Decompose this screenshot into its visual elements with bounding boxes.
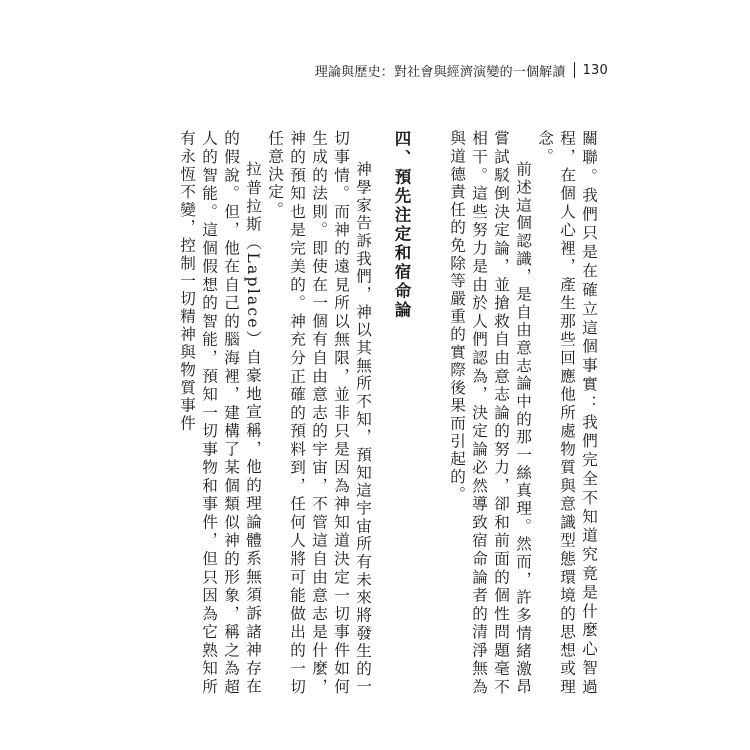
paragraph-3: 神學家告訴我們，神以其無所不知，預知這宇宙所有未來將發生的一切事情。而神的遠見所以無限，並非只是因為神知道決定一切事件如何生成的法則。即使在一個有自由意志的宇宙，不管這自由意志是什麼，神的預知也是完美的。神充分正確的預料到，任何人將可能做出的一切任意決定。 (266, 130, 372, 696)
vertical-body-text (160, 130, 600, 696)
page-number: 130 (582, 62, 608, 78)
running-header (315, 60, 608, 80)
paragraph-1: 關聯。我們只是在確立這個事實：我們完全不知道究竟是什麼心智過程，在個人心裡，產生那些回應他所處物質與意識型態環境的思想或理念。 (536, 130, 598, 696)
section-title: 四、預先注定和宿命論 (392, 130, 411, 320)
running-title: 理論與歷史：對社會與經濟演變的一個解讀 (314, 64, 566, 80)
header-divider (574, 62, 575, 78)
paragraph-4: 拉普拉斯（Laplace）自豪地宣稱，他的理論體系無須訴諸神存在的假說。但，他在自己的腦海裡，建構了某個類似神的形象，稱之為超人的智能。這個假想的智能，預知一切事物和事件，但只因為它熟知所有永恆不變，控制一切精神與物質事件 (178, 130, 262, 696)
paragraph-2: 前述這個認識，是自由意志論中的那一絲真理。然而，許多情緒激昂嘗試駁倒決定論，並搶救自由意志論的努力，卻和前面的個性問題毫不相干。這些努力是由於人們認為，決定論必然導致宿命論者的清淨無為與道德責任的免除等嚴重的實際後果而引起的。 (448, 130, 532, 696)
